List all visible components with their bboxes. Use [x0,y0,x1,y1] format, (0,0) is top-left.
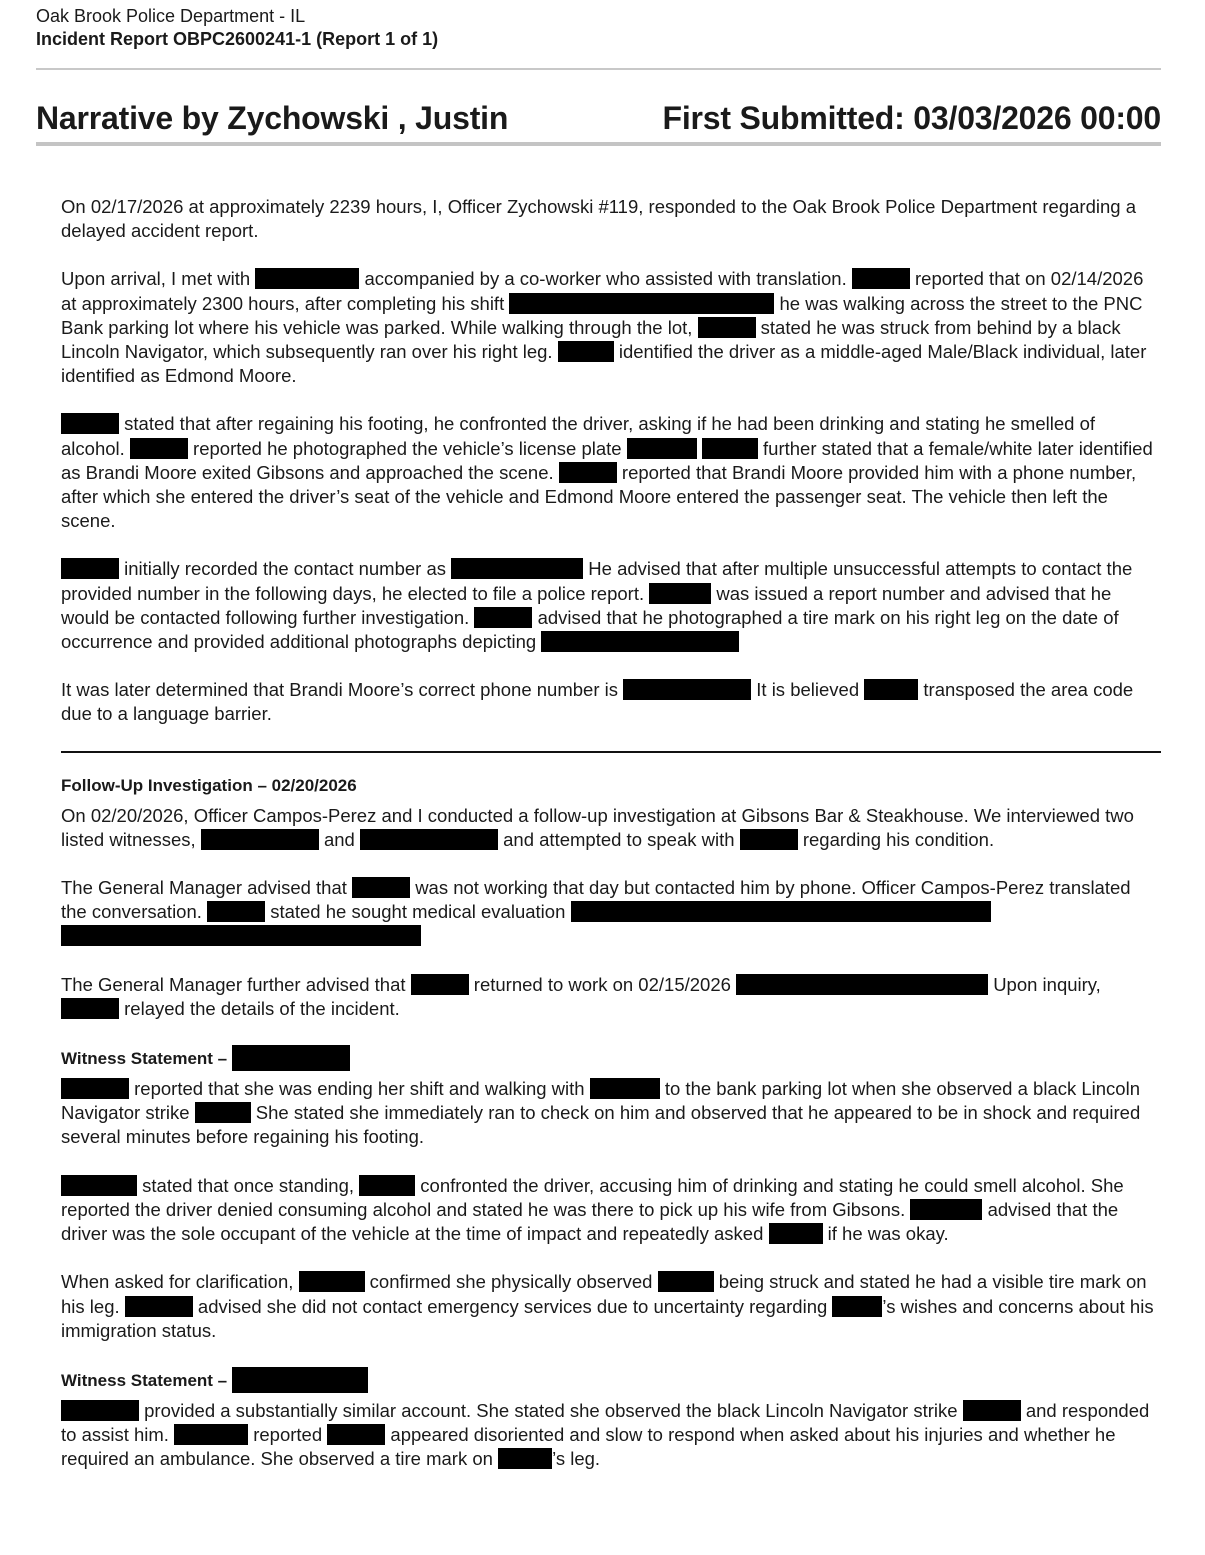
text-run: relayed the details of the incident. [124,997,400,1019]
redaction [698,317,756,338]
text-run: advised that he photographed a tire mark on his right leg on the date of occurrence and provided additional photographs depicting [61,606,1119,653]
text-run: stated that after regaining his footing, he confronted the driver, asking if he had been drinking and stating he smelled of alcohol. [61,413,1095,459]
redaction [232,1045,350,1071]
redaction [174,1424,248,1445]
text-run: appeared disoriented and slow to respond when asked about his injuries and whether he required an ambulance. She observed a tire mark on [61,1424,1116,1470]
redaction [61,1175,137,1196]
redaction [130,438,188,459]
heading-text: Witness Statement – [61,1370,228,1390]
redaction [61,1078,129,1099]
text-run: On 02/20/2026, Officer Campos-Perez and I conducted a follow-up investigation at Gibsons Bar & Steakhouse. We interviewed two listed witnesses, [61,804,1134,850]
text-run: It was later determined that Brandi Moore’s correct phone number is [61,679,618,701]
text-run: returned to work on 02/15/2026 [473,973,731,995]
witness-paragraph [61,1399,1161,1472]
follow-up-paragraph [61,876,1161,949]
redaction [61,998,119,1019]
redaction [61,558,119,579]
redaction [852,268,910,289]
redaction [498,1448,552,1469]
text-run: confirmed she physically observed [369,1271,653,1293]
text-run: provided a substantially similar account. She stated she observed the black Lincoln Navigator strike [144,1399,958,1421]
text-run: Upon inquiry, [993,973,1101,995]
text-run: transposed the area code due to a language barrier. [61,679,1134,725]
redaction [207,901,265,922]
text-run: reported that Brandi Moore provided him with a phone number, after which she entered the driver’s seat of the vehicle and Edmond Moore entered the passenger seat. The vehicle then left the scene. [61,461,1137,532]
title-divider [36,142,1161,146]
text-run: if he was okay. [827,1223,949,1245]
first-submitted: First Submitted: 03/03/2026 00:00 [662,100,1161,136]
redaction [411,974,469,995]
text-run: accompanied by a co-worker who assisted with translation. [364,268,847,290]
text-run: being struck and stated he had a visible tire mark on his leg. [61,1271,1147,1317]
redaction [255,268,359,289]
text-run: advised that the driver was the sole occupant of the vehicle at the time of impact and repeatedly asked [61,1198,1119,1245]
redaction [474,607,532,628]
follow-up-paragraph [61,804,1161,852]
redaction [451,558,583,579]
witness-paragraph [61,1174,1161,1247]
redaction [360,829,498,850]
redaction [736,974,988,995]
redaction [627,438,697,459]
redaction [541,631,739,652]
text-run: identified the driver as a middle-aged Male/Black individual, later identified as Edmond Moore. [61,341,1147,387]
redaction [232,1367,368,1393]
redaction [352,877,410,898]
narrative-author: Narrative by Zychowski , Justin [36,100,509,136]
text-run: On 02/17/2026 at approximately 2239 hours, I, Officer Zychowski #119, responded to the Oak Brook Police Department regarding a delayed accident report. [61,196,1136,242]
redaction [910,1199,982,1220]
redaction [702,438,758,459]
text-run: He advised that after multiple unsuccessful attempts to contact the provided number in the following days, he elected to file a police report. [61,558,1133,604]
redaction [558,341,614,362]
redaction [509,293,774,314]
text-run: initially recorded the contact number as [124,558,447,580]
redaction [864,679,918,700]
redaction [195,1102,251,1123]
text-run: and [323,828,355,850]
narrative-paragraph [61,195,1161,243]
follow-up-paragraph [61,973,1161,1021]
text-run: advised she did not contact emergency services due to uncertainty regarding [197,1295,828,1317]
text-run: further stated that a female/white later identified as Brandi Moore exited Gibsons and approached the scene. [61,437,1153,483]
redaction [327,1424,385,1445]
text-run: Upon arrival, I met with [61,268,251,290]
header-divider [36,68,1161,70]
redaction [623,679,751,700]
follow-up-heading: Follow-Up Investigation – 02/20/2026 [61,775,357,795]
heading-text: Witness Statement – [61,1049,228,1069]
text-run: to the bank parking lot when she observed a black Lincoln Navigator strike [61,1078,1140,1124]
text-run: was not working that day but contacted him by phone. Officer Campos-Perez translated the conversation. [61,877,1131,923]
text-run: reported that on 02/14/2026 at approximately 2300 hours, after completing his shift [61,268,1144,314]
narrative-paragraph [61,267,1161,388]
witness-paragraph [61,1077,1161,1150]
witness-statement-heading [61,1045,1161,1071]
text-run: confronted the driver, accusing him of drinking and stating he could smell alcohol. She reported the driver denied consuming alcohol and stated he was there to pick up his wife from Gibsons. [61,1174,1124,1220]
text-run: The General Manager further advised that [61,973,406,995]
redaction [61,925,421,946]
page-header [36,5,1161,51]
text-run: regarding his condition. [802,828,995,850]
text-run: ’s wishes and concerns about his immigration status. [61,1295,1154,1341]
text-run: reported he photographed the vehicle’s license plate [193,437,622,459]
witness-paragraph [61,1270,1161,1343]
redaction [963,1400,1021,1421]
redaction [359,1175,415,1196]
redaction [61,413,119,434]
witness-statement-heading [61,1367,1161,1393]
redaction [658,1271,714,1292]
text-run: reported that she was ending her shift and walking with [134,1078,585,1100]
text-run: and attempted to speak with [503,828,735,850]
text-run: he was walking across the street to the PNC Bank parking lot where his vehicle was parked. While walking through the lot, [61,292,1143,338]
text-run: The General Manager advised that [61,877,347,899]
redaction [61,1400,139,1421]
text-run: was issued a report number and advised that he would be contacted following further investigation. [61,582,1112,628]
redaction [201,829,319,850]
redaction [559,462,617,483]
narrative-paragraph [61,678,1161,726]
text-run: reported [253,1424,323,1446]
redaction [571,901,991,922]
text-run: stated he was struck from behind by a black Lincoln Navigator, which subsequently ran over his right leg. [61,316,1121,363]
report-id: Incident Report OBPC2600241-1 (Report 1 of 1) [36,29,439,49]
text-run: ’s leg. [552,1448,601,1470]
narrative-body [61,195,1161,1496]
redaction [769,1223,823,1244]
redaction [649,583,711,604]
redaction [590,1078,660,1099]
text-run: She stated she immediately ran to check on him and observed that he appeared to be in shock and required several minutes before regaining his footing. [61,1102,1141,1148]
text-run: and responded to assist him. [61,1399,1150,1446]
narrative-paragraph [61,412,1161,533]
narrative-title-row [36,100,1161,137]
department-name: Oak Brook Police Department - IL [36,6,306,26]
redaction [740,829,798,850]
section-divider [61,751,1161,753]
text-run: When asked for clarification, [61,1271,294,1293]
text-run: stated that once standing, [142,1174,355,1196]
redaction [832,1296,882,1317]
redaction [299,1271,365,1292]
text-run: stated he sought medical evaluation [270,901,566,923]
narrative-paragraph [61,557,1161,654]
text-run: It is believed [756,679,860,701]
redaction [125,1296,193,1317]
